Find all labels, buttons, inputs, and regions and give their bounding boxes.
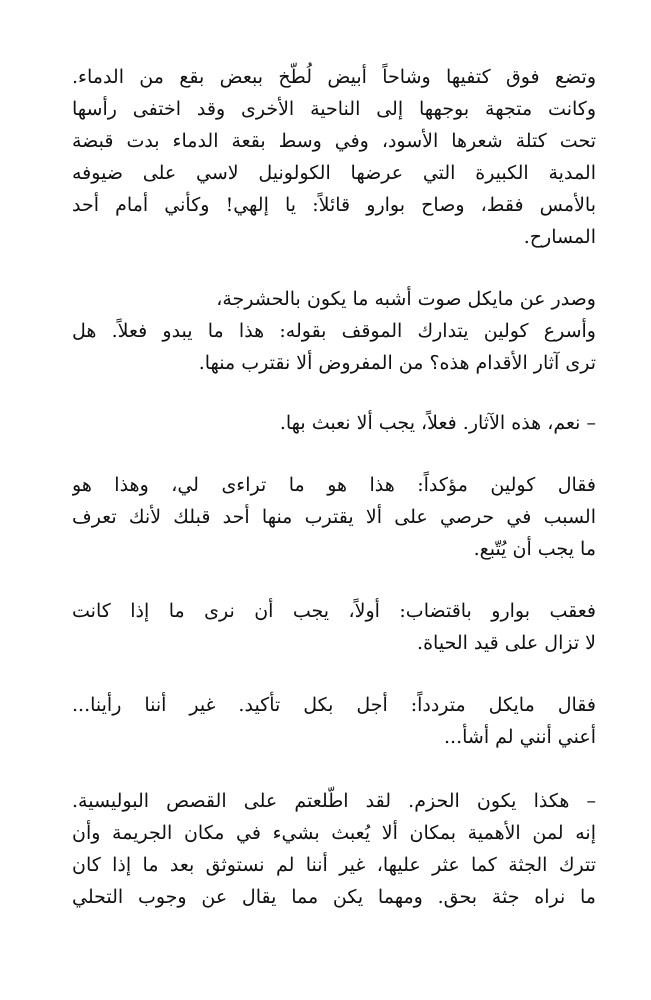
text-line: فقال كولين مؤكداً: هذا هو ما تراءى لي، وهذا هو <box>72 474 596 496</box>
text-line: ما نراه جثة بحق. ومهما يكن مما يقال عن وجوب التحلي <box>72 886 596 908</box>
text-line: ما يجب أن يُتّبع. <box>473 538 596 560</box>
text-line: فقال مايكل متردداً: أجل بكل تأكيد. غير أننا رأينا... <box>72 694 596 716</box>
text-line: – نعم، هذه الآثار. فعلاً، يجب ألا نعبث بها. <box>279 412 596 434</box>
text-line: وتضع فوق كتفيها وشاحاً أبيض لُطّخ ببعض بقع من الدماء. <box>72 66 596 88</box>
text-line: وكانت متجهة بوجهها إلى الناحية الأخرى وقد اختفى رأسها <box>72 98 596 120</box>
text-line: وصدر عن مايكل صوت أشبه ما يكون بالحشرجة، <box>216 288 596 310</box>
text-line: – هكذا يكون الحزم. لقد اطّلعتم على القصص البوليسية. <box>72 790 596 812</box>
text-line: تترك الجثة كما عثر عليها، غير أننا لم نستوثق بعد ما إذا كان <box>72 854 596 876</box>
text-line: تحت كتلة شعرها الأسود، وفي وسط بقعة الدماء بدت قبضة <box>72 130 596 152</box>
text-line: إنه لمن الأهمية بمكان ألا يُعبث بشيء في مكان الجريمة وأن <box>72 822 596 844</box>
text-line: ترى آثار الأقدام هذه؟ من المفروض ألا نقترب منها. <box>198 352 596 374</box>
text-line: وأسرع كولين يتدارك الموقف بقوله: هذا ما يبدو فعلاً. هل <box>72 320 596 342</box>
text-line: لا تزال على قيد الحياة. <box>417 632 596 654</box>
text-line: فعقب بوارو باقتضاب: أولاً، يجب أن نرى ما إذا كانت <box>72 600 596 622</box>
text-line: المسارح. <box>523 226 596 248</box>
text-line: المدية الكبيرة التي عرضها الكولونيل لاسي على ضيوفه <box>72 162 596 184</box>
text-line: أعني أنني لم أشأ... <box>444 726 596 748</box>
text-line: السبب في حرصي على ألا يقترب منها أحد قبلك لأنك تعرف <box>72 506 596 528</box>
text-line: بالأمس فقط، وصاح بوارو قائلاً: يا إلهي! وكأني أمام أحد <box>72 194 596 216</box>
